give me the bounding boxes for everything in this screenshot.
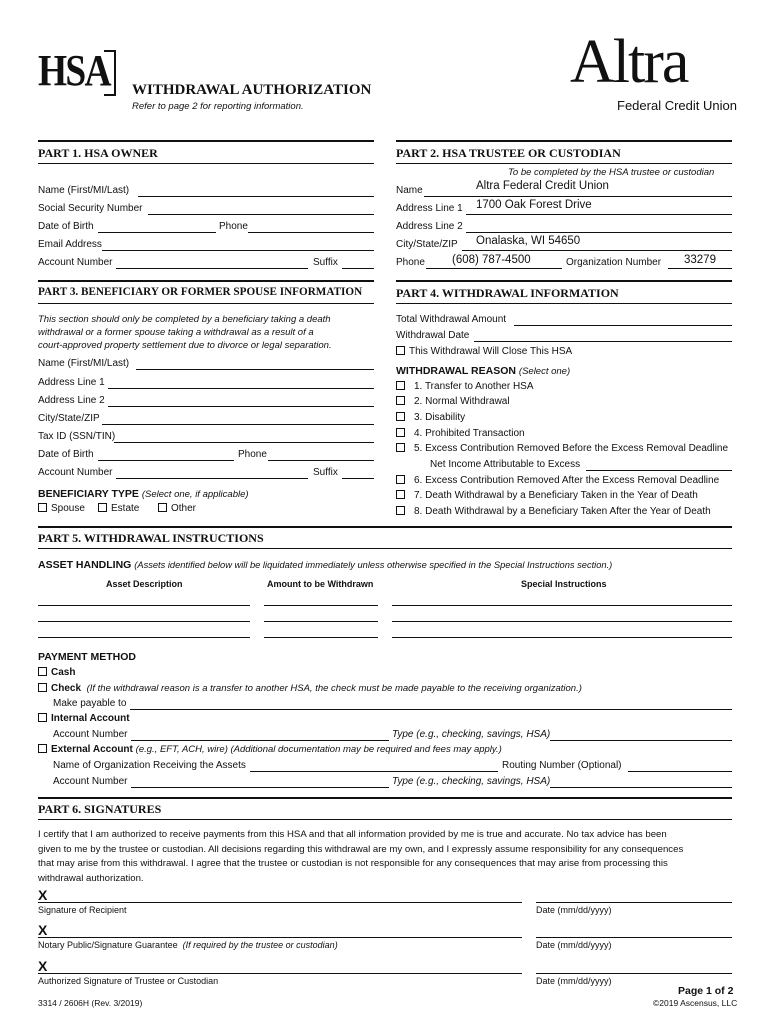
recipient-signature-field[interactable]	[38, 902, 522, 903]
notary-signature-field[interactable]	[38, 937, 522, 938]
ben-dob-field[interactable]	[98, 460, 234, 461]
asset-amount-row2[interactable]	[264, 621, 378, 622]
close-hsa-option[interactable]: This Withdrawal Will Close This HSA	[396, 346, 572, 357]
internal-type-field[interactable]	[550, 740, 732, 741]
sig-mark: X	[38, 958, 48, 974]
payment-method-heading: PAYMENT METHOD	[38, 651, 137, 663]
label-suffix: Suffix	[313, 257, 338, 268]
owner-suffix-field[interactable]	[342, 268, 374, 269]
label-ben-address2: Address Line 2	[38, 395, 105, 406]
part4-heading: PART 4. WITHDRAWAL INFORMATION	[396, 286, 619, 300]
label-routing: Routing Number (Optional)	[502, 760, 622, 771]
make-payable-field[interactable]	[130, 709, 732, 710]
internal-account-field[interactable]	[131, 740, 389, 741]
custodian-name-field[interactable]	[424, 196, 732, 197]
rule	[38, 163, 374, 164]
withdrawal-date-field[interactable]	[474, 341, 732, 342]
owner-name-field[interactable]	[138, 196, 374, 197]
label-ben-name: Name (First/MI/Last)	[38, 358, 130, 369]
payment-internal[interactable]: Internal Account	[38, 713, 130, 724]
withdrawal-reason-heading: WITHDRAWAL REASON (Select one)	[396, 365, 571, 377]
sig-mark: X	[38, 887, 48, 903]
checkbox[interactable]	[396, 381, 405, 390]
option-other[interactable]: Other	[158, 503, 196, 514]
reason-3[interactable]: 3. Disability	[396, 412, 465, 423]
reason-5[interactable]: 5. Excess Contribution Removed Before the Excess Removal Deadline	[396, 443, 728, 454]
label-ssn: Social Security Number	[38, 203, 143, 214]
reason-6[interactable]: 6. Excess Contribution Removed After the Excess Removal Deadline	[396, 475, 719, 486]
label-ben-suffix: Suffix	[313, 467, 338, 478]
custodian-address2-field[interactable]	[466, 232, 732, 233]
rule	[38, 819, 732, 820]
ben-address1-field[interactable]	[108, 388, 374, 389]
asset-desc-row3[interactable]	[38, 637, 250, 638]
beneficiary-type-heading: BENEFICIARY TYPE (Select one, if applicable)	[38, 488, 249, 500]
label-org-number: Organization Number	[566, 257, 662, 268]
part1-heading: PART 1. HSA OWNER	[38, 146, 158, 160]
org-number-value[interactable]: 33279	[684, 254, 716, 266]
label-external-account: Account Number	[53, 776, 128, 787]
checkbox[interactable]	[38, 713, 47, 722]
label-total-withdrawal: Total Withdrawal Amount	[396, 314, 507, 325]
checkbox[interactable]	[396, 490, 405, 499]
label-address1: Address Line 1	[396, 203, 463, 214]
checkbox[interactable]	[396, 428, 405, 437]
owner-ssn-field[interactable]	[148, 214, 374, 215]
checkbox[interactable]	[38, 503, 47, 512]
rule	[38, 303, 374, 304]
label-custodian-name: Name	[396, 185, 423, 196]
label-ben-dob: Date of Birth	[38, 449, 94, 460]
copyright: ©2019 Ascensus, LLC	[653, 998, 738, 1008]
custodian-date-field[interactable]	[536, 973, 732, 974]
label-city: City/State/ZIP	[396, 239, 458, 250]
label-org-name: Name of Organization Receiving the Assets	[53, 760, 246, 771]
label-internal-account: Account Number	[53, 729, 128, 740]
checkbox[interactable]	[38, 744, 47, 753]
part3-intro: This section should only be completed by a beneficiary taking a death withdrawal or a former spouse taking a withdrawal as a result of a court-approved property settlement due to divorce or legal separation.	[38, 314, 332, 351]
custodian-city-field[interactable]	[462, 250, 732, 251]
custodian-address1-field[interactable]	[466, 214, 732, 215]
rule	[38, 280, 374, 282]
owner-dob-field[interactable]	[98, 232, 216, 233]
ben-taxid-field[interactable]	[114, 442, 374, 443]
label-notary-signature: Notary Public/Signature Guarantee (If required by the trustee or custodian)	[38, 940, 338, 950]
label-account: Account Number	[38, 257, 113, 268]
payment-check[interactable]: Check (If the withdrawal reason is a transfer to another HSA, the check must be made payable to the receiving organization.)	[38, 683, 582, 694]
label-address2: Address Line 2	[396, 221, 463, 232]
asset-handling-heading: ASSET HANDLING (Assets identified below will be liquidated immediately unless otherwise specified in the Special Instructions section.)	[38, 559, 613, 571]
label-withdrawal-date: Withdrawal Date	[396, 330, 470, 341]
label-dob: Date of Birth	[38, 221, 94, 232]
rule	[396, 163, 732, 164]
form-id: 3314 / 2606H (Rev. 3/2019)	[38, 998, 143, 1008]
custodian-phone-value[interactable]: (608) 787-4500	[452, 254, 531, 266]
custodian-phone-field[interactable]	[426, 268, 562, 269]
label-ben-phone: Phone	[238, 449, 267, 460]
col-amount: Amount to be Withdrawn	[267, 579, 374, 589]
ben-name-field[interactable]	[136, 369, 374, 370]
asset-desc-row1[interactable]	[38, 605, 250, 606]
ben-phone-field[interactable]	[268, 460, 374, 461]
label-ben-taxid: Tax ID (SSN/TIN)	[38, 431, 116, 442]
label-email: Email Address	[38, 239, 102, 250]
option-estate[interactable]: Estate	[98, 503, 139, 514]
payment-external[interactable]: External Account (e.g., EFT, ACH, wire) (Additional documentation may be required and fees may apply.)	[38, 744, 502, 755]
certification-text: I certify that I am authorized to receive payments from this HSA and that all information provided by me is true and accurate. No tax advice has been given to me by the trustee or custodian. All decisions regarding this withdrawal are my own, and I expressly assume responsibility for any consequences that may arise from this withdrawal. I agree that the trustee or custodian is not responsible for any consequences that may arise from processing this withdrawal authorization.	[38, 829, 684, 884]
ben-address2-field[interactable]	[108, 406, 374, 407]
label-recipient-signature: Signature of Recipient	[38, 905, 127, 915]
reason-8[interactable]: 8. Death Withdrawal by a Beneficiary Taken After the Year of Death	[396, 506, 711, 517]
payment-cash[interactable]: Cash	[38, 667, 75, 678]
org-name-field[interactable]	[250, 771, 498, 772]
external-account-field[interactable]	[131, 787, 389, 788]
owner-account-field[interactable]	[116, 268, 308, 269]
custodian-signature-field[interactable]	[38, 973, 522, 974]
asset-instr-row2[interactable]	[392, 621, 732, 622]
ben-city-field[interactable]	[102, 424, 374, 425]
label-custodian-phone: Phone	[396, 257, 425, 268]
asset-amount-row1[interactable]	[264, 605, 378, 606]
total-withdrawal-field[interactable]	[514, 325, 732, 326]
option-spouse[interactable]: Spouse	[38, 503, 85, 514]
net-income-field[interactable]	[586, 470, 732, 471]
external-type-field[interactable]	[550, 787, 732, 788]
sig-mark: X	[38, 922, 48, 938]
checkbox[interactable]	[38, 667, 47, 676]
org-number-field[interactable]	[668, 268, 732, 269]
checkbox[interactable]	[396, 346, 405, 355]
rule	[38, 797, 732, 799]
checkbox[interactable]	[396, 443, 405, 452]
asset-desc-row2[interactable]	[38, 621, 250, 622]
label-owner-name: Name (First/MI/Last)	[38, 185, 130, 196]
hsa-logo: HSA	[38, 46, 110, 95]
checkbox[interactable]	[396, 396, 405, 405]
col-asset-description: Asset Description	[106, 579, 183, 589]
reason-7[interactable]: 7. Death Withdrawal by a Beneficiary Taken in the Year of Death	[396, 490, 698, 501]
custodian-name-value[interactable]: Altra Federal Credit Union	[476, 180, 609, 192]
part3-heading: PART 3. BENEFICIARY OR FORMER SPOUSE INFORMATION	[38, 286, 363, 298]
col-special-instructions: Special Instructions	[521, 579, 607, 589]
label-ben-city: City/State/ZIP	[38, 413, 100, 424]
ben-suffix-field[interactable]	[342, 478, 374, 479]
hsa-logo-box	[104, 50, 116, 96]
label-internal-type: Type (e.g., checking, savings, HSA)	[392, 729, 551, 740]
custodian-city-value[interactable]: Onalaska, WI 54650	[476, 235, 581, 247]
label-custodian-date: Date (mm/dd/yyyy)	[536, 976, 612, 986]
part2-heading: PART 2. HSA TRUSTEE OR CUSTODIAN	[396, 146, 621, 160]
part5-heading: PART 5. WITHDRAWAL INSTRUCTIONS	[38, 531, 264, 545]
label-phone: Phone	[219, 221, 248, 232]
form-title: WITHDRAWAL AUTHORIZATION	[132, 82, 372, 98]
brand-logo: Altra	[570, 28, 688, 96]
part2-note: To be completed by the HSA trustee or custodian	[508, 167, 715, 178]
label-recipient-date: Date (mm/dd/yyyy)	[536, 905, 612, 915]
rule	[396, 140, 732, 142]
notary-date-field[interactable]	[536, 937, 732, 938]
owner-phone-field[interactable]	[248, 232, 374, 233]
reason-2[interactable]: 2. Normal Withdrawal	[396, 396, 510, 407]
rule	[38, 526, 732, 528]
checkbox[interactable]	[38, 683, 47, 692]
rule	[396, 303, 732, 304]
routing-field[interactable]	[628, 771, 732, 772]
label-custodian-signature: Authorized Signature of Trustee or Custodian	[38, 976, 219, 986]
page-number: Page 1 of 2	[678, 985, 734, 997]
rule	[38, 140, 374, 142]
ben-account-field[interactable]	[116, 478, 308, 479]
reason-4[interactable]: 4. Prohibited Transaction	[396, 428, 525, 439]
checkbox[interactable]	[98, 503, 107, 512]
asset-instr-row1[interactable]	[392, 605, 732, 606]
label-make-payable: Make payable to	[53, 698, 127, 709]
checkbox[interactable]	[396, 412, 405, 421]
owner-email-field[interactable]	[102, 250, 374, 251]
rule	[38, 548, 732, 549]
custodian-address1-value[interactable]: 1700 Oak Forest Drive	[476, 199, 592, 211]
label-net-income: Net Income Attributable to Excess	[430, 459, 581, 470]
reason-1[interactable]: 1. Transfer to Another HSA	[396, 381, 534, 392]
label-ben-address1: Address Line 1	[38, 377, 105, 388]
label-external-type: Type (e.g., checking, savings, HSA)	[392, 776, 551, 787]
checkbox[interactable]	[396, 506, 405, 515]
checkbox[interactable]	[158, 503, 167, 512]
form-subtitle: Refer to page 2 for reporting information.	[132, 101, 304, 112]
recipient-date-field[interactable]	[536, 902, 732, 903]
label-notary-date: Date (mm/dd/yyyy)	[536, 940, 612, 950]
brand-subtitle: Federal Credit Union	[617, 98, 737, 113]
checkbox[interactable]	[396, 475, 405, 484]
part6-heading: PART 6. SIGNATURES	[38, 802, 162, 816]
rule	[396, 280, 732, 282]
asset-amount-row3[interactable]	[264, 637, 378, 638]
asset-instr-row3[interactable]	[392, 637, 732, 638]
label-ben-account: Account Number	[38, 467, 113, 478]
